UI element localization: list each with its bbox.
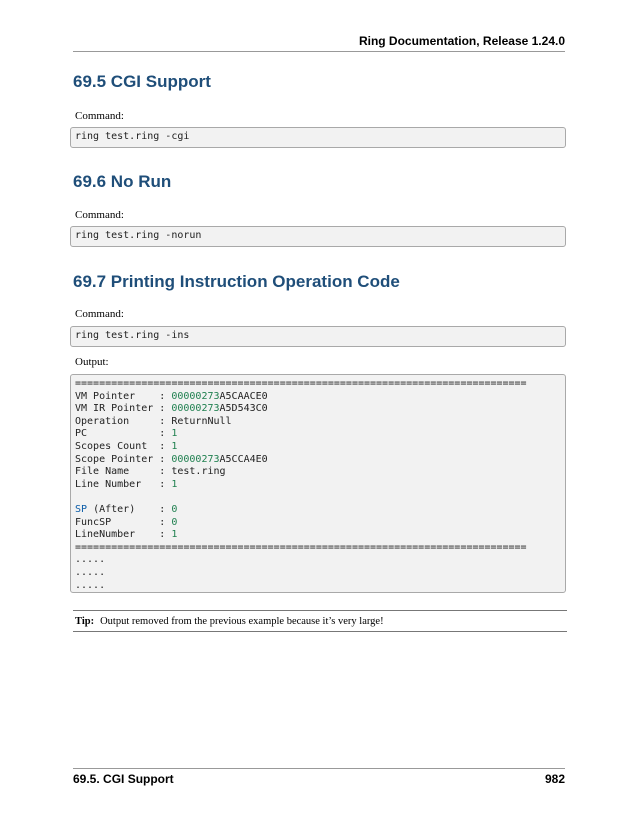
output-label: Output: — [75, 356, 109, 368]
ellipsis-line: ..... — [75, 566, 106, 578]
output-row: VM IR Pointer : 00000273A5D543C0 — [75, 403, 268, 415]
footer-section: 69.5. CGI Support — [73, 772, 174, 786]
separator-line: =========================================================================== — [75, 378, 527, 389]
tip-label: Tip: — [75, 616, 95, 627]
command-label: Command: — [75, 110, 124, 122]
output-row: Scope Pointer : 00000273A5CCA4E0 — [75, 453, 268, 465]
output-row: SP (After) : 0 — [75, 503, 178, 515]
output-row: VM Pointer : 00000273A5CAACE0 — [75, 390, 268, 402]
output-row: FuncSP : 0 — [75, 516, 178, 528]
separator-line: =========================================================================== — [75, 541, 527, 553]
code-block-ins — [70, 326, 566, 347]
code-line: ring test.ring -norun — [75, 230, 202, 241]
command-label: Command: — [75, 209, 124, 221]
tip-admonition — [73, 610, 567, 632]
output-row: Line Number : 1 — [75, 478, 178, 490]
tip-text: Output removed from the previous example because it’s very large! — [100, 616, 384, 627]
code-line: ring test.ring -ins — [75, 330, 190, 341]
page-number: 982 — [544, 772, 565, 786]
output-row: LineNumber : 1 — [75, 529, 178, 541]
output-code-block — [70, 374, 566, 593]
command-label: Command: — [75, 308, 124, 320]
section-title-cgi-support: 69.5 CGI Support — [73, 72, 211, 91]
output-row: Scopes Count : 1 — [75, 440, 178, 452]
blank-line — [75, 491, 561, 504]
page-footer — [73, 768, 565, 786]
code-block-cgi — [70, 127, 566, 148]
code-block-norun — [70, 226, 566, 247]
output-row: Operation : ReturnNull — [75, 415, 232, 427]
ellipsis-line: ..... — [75, 554, 106, 566]
section-title-printing-instruction: 69.7 Printing Instruction Operation Code — [73, 272, 400, 291]
page-header — [73, 34, 565, 52]
code-line: ring test.ring -cgi — [75, 131, 190, 142]
doc-title: Ring Documentation, Release 1.24.0 — [358, 34, 565, 48]
output-row: PC : 1 — [75, 428, 178, 440]
ellipsis-line: ..... — [75, 579, 106, 591]
section-title-no-run: 69.6 No Run — [73, 172, 172, 191]
output-row: File Name : test.ring — [75, 466, 226, 478]
